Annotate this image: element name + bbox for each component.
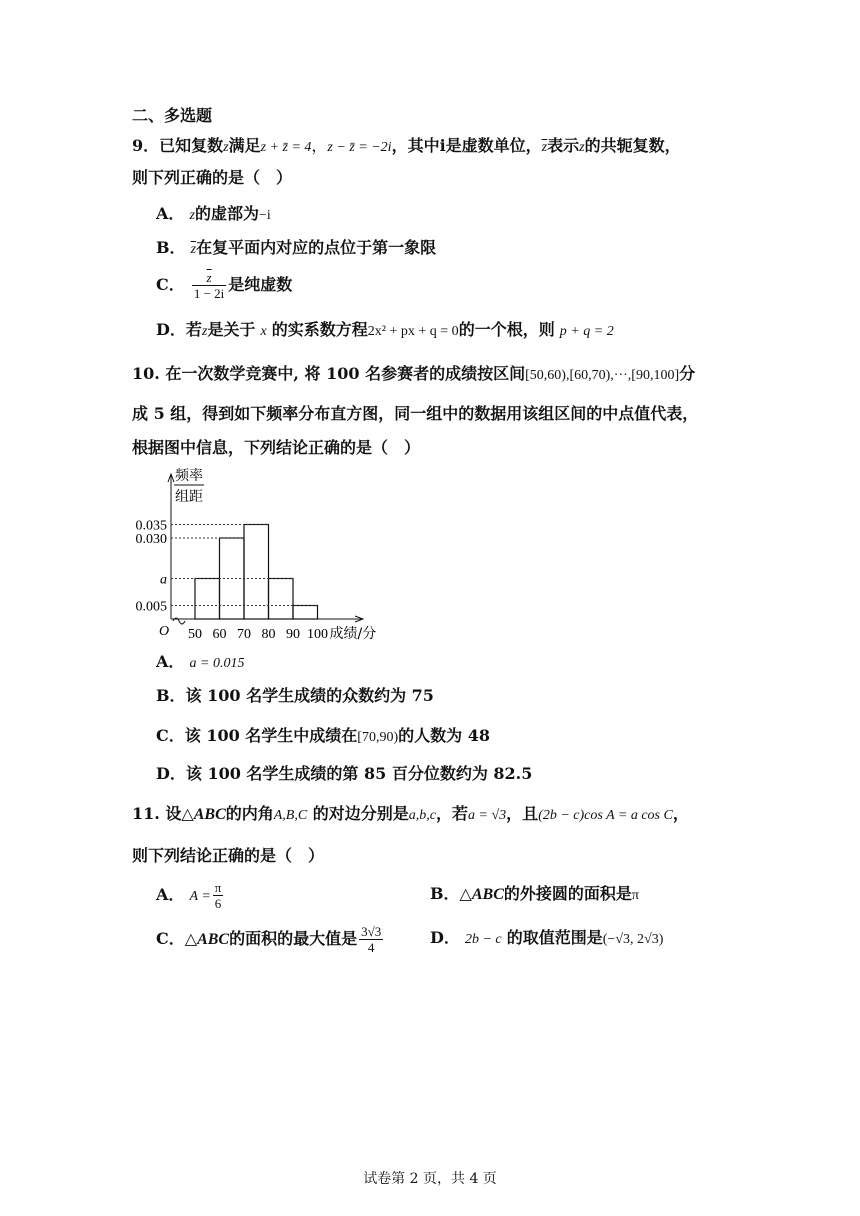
q9-option-d: D．若z是关于 x 的实系数方程2x² + px + q = 0的一个根，则 p + q = 2 (156, 320, 614, 339)
x-tick-label: 100 (307, 627, 328, 642)
q11-option-d: D． 2b − c 的取值范围是(−√3, 2√3) (430, 928, 664, 947)
frequency-histogram (126, 464, 416, 644)
q9-option-b: B． $\overline{z}$在复平面内对应的点位于第一象限 (156, 238, 437, 257)
x-tick-label: 80 (261, 627, 276, 642)
q9-option-a: A． z的虚部为−i (156, 204, 271, 223)
histogram-bar (195, 579, 220, 620)
y-label-numerator: 频率 (175, 468, 203, 484)
q10-option-a: A． a = 0.015 (156, 652, 245, 671)
y-tick-label: 0.005 (135, 599, 167, 615)
q10-option-c: C．该 100 名学生中成绩在[70,90)的人数为 48 (156, 726, 490, 745)
section-title: 二、多选题 (132, 106, 213, 125)
q9-stem-line1: 9．已知复数z满足z + z̄ = 4，z − z̄ = −2i，其中i是虚数单位，$\overline{z}$表示z的共轭复数， (132, 136, 681, 155)
q11-stem-line1: 11. 设△ABC的内角A,B,C 的对边分别是a,b,c，若a = √3，且(2b − c)cos A = a cos C， (132, 804, 689, 823)
q9-option-c: C． $\frac{\overline{z}}{1 - 2i}$ 是纯虚数 (156, 270, 293, 301)
q10-stem-line3: 根据图中信息，下列结论正确的是（ ） (132, 438, 421, 457)
y-tick-label: 0.035 (135, 518, 167, 534)
page-footer: 试卷第 2 页，共 4 页 (363, 1171, 497, 1187)
q10-option-b: B．该 100 名学生成绩的众数约为 75 (156, 686, 434, 705)
x-tick-label: 90 (286, 627, 300, 642)
y-label-denominator: 组距 (175, 489, 203, 505)
x-tick-label: 60 (212, 627, 227, 642)
q11-option-a: A． A = $\frac{\pi}{6}$ (156, 880, 222, 911)
q11-stem-line2: 则下列结论正确的是（ ） (132, 846, 325, 865)
y-tick-label: 0.030 (135, 532, 167, 547)
q10-option-d: D．该 100 名学生成绩的第 85 百分位数约为 82.5 (156, 764, 533, 783)
q11-option-b: B．△ABC的外接圆的面积是π (430, 884, 639, 903)
histogram-bar (293, 606, 318, 620)
q10-stem-line1: 10. 在一次数学竞赛中, 将 100 名参赛者的成绩按区间[50,60),[60,70),···,[90,100]分 (132, 364, 696, 383)
q11-option-c: C．△ABC的面积的最大值是 $\frac{3√3}{4}$ (156, 924, 382, 955)
x-axis-label: 成绩/分 (329, 626, 377, 642)
histogram-bar (244, 525, 269, 620)
q10-stem-line2: 成 5 组，得到如下频率分布直方图，同一组中的数据用该组区间的中点值代表， (132, 404, 699, 423)
q9-stem-line2: 则下列正确的是（ ） (132, 168, 293, 187)
y-tick-label: a (160, 572, 167, 588)
origin-label: O (159, 624, 170, 639)
x-tick-label: 70 (237, 627, 251, 642)
x-tick-label: 50 (188, 627, 202, 642)
histogram-bar (269, 579, 294, 620)
